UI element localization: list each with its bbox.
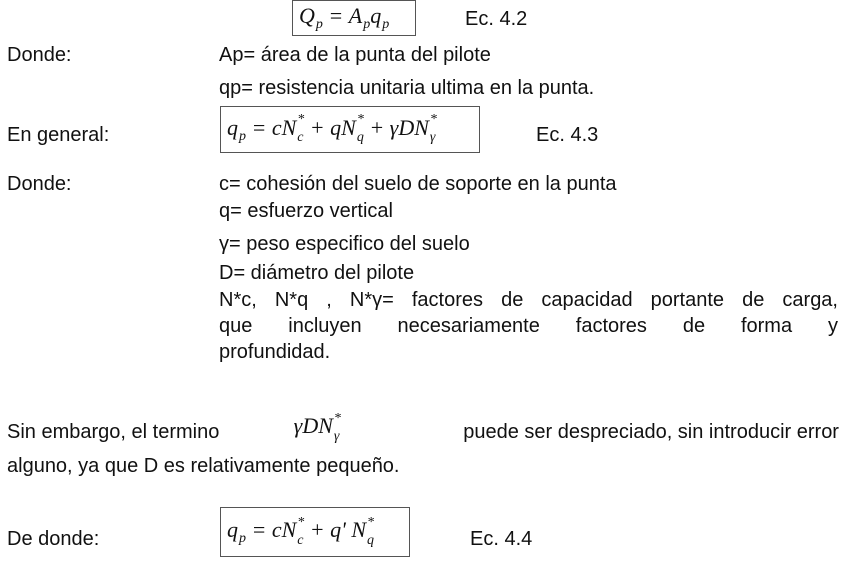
equation-4-3-box	[220, 106, 480, 153]
paragraph-line-2: alguno, ya que D es relativamente pequeño.	[7, 455, 400, 477]
definition-gamma: γ= peso especifico del suelo	[219, 233, 470, 255]
donde-heading-1: Donde:	[7, 44, 72, 66]
equation-4-3-formula: $q_p$ = cN * c + qN * q + γDN * γ	[227, 112, 437, 146]
en-general-heading: En general:	[7, 124, 110, 146]
equation-4-2-label: Ec. 4.2	[465, 8, 528, 30]
paragraph-term: γDN * γ	[293, 411, 341, 444]
equation-4-2-box	[292, 0, 416, 36]
definition-q: q= esfuerzo vertical	[219, 200, 393, 222]
paragraph-before: Sin embargo, el termino	[7, 421, 220, 443]
definition-factors	[219, 287, 838, 365]
equation-4-2-formula: $Q_p = A_pq_p$	[299, 3, 390, 32]
paragraph-after: puede ser despreciado, sin introducir error	[463, 421, 839, 443]
definition-d: D= diámetro del pilote	[219, 262, 415, 284]
donde-heading-2: Donde:	[7, 173, 72, 195]
factors-line-2: que incluyen necesariamente factores de forma y	[219, 315, 838, 337]
de-donde-heading: De donde:	[7, 528, 100, 550]
equation-4-4-box	[220, 507, 410, 557]
factors-line-1: N*c, N*q , N*γ= factores de capacidad portante de carga,	[219, 289, 838, 311]
equation-4-3-label: Ec. 4.3	[536, 124, 599, 146]
definition-c: c= cohesión del suelo de soporte en la punta	[219, 173, 617, 195]
equation-4-4-label: Ec. 4.4	[470, 528, 533, 550]
factors-line-3: profundidad.	[219, 341, 331, 363]
definition-qp: qp= resistencia unitaria ultima en la punta.	[219, 77, 595, 99]
equation-4-4-formula: $q_p$ = cN * c + q' N * q	[227, 514, 375, 548]
paragraph-line-1	[7, 411, 839, 446]
definition-ap: Ap= área de la punta del pilote	[219, 44, 491, 66]
